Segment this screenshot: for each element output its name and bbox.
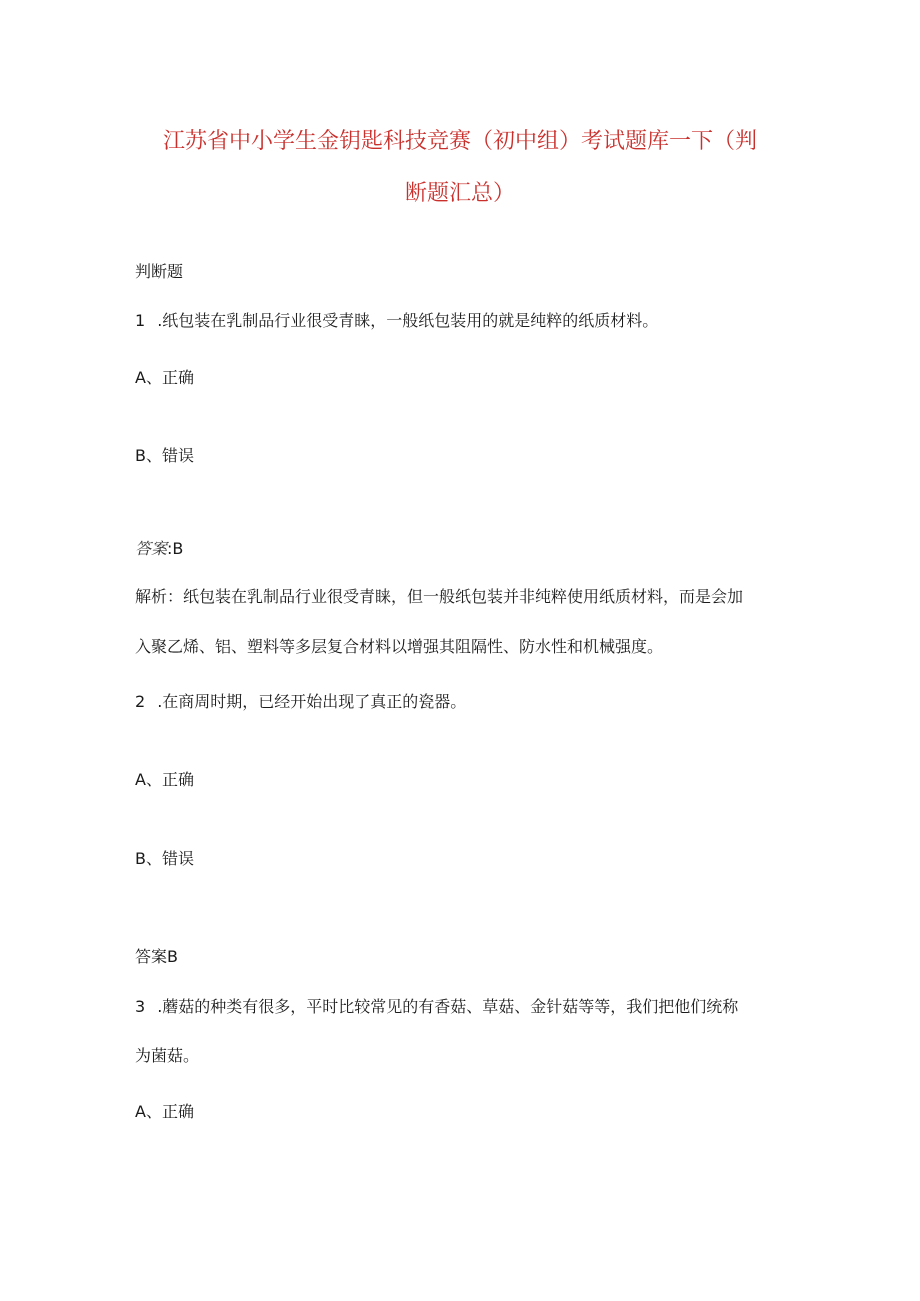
answer-value: :B	[167, 539, 184, 558]
question-2-text: .在商周时期，已经开始出现了真正的瓷器。	[157, 692, 467, 711]
question-1-analysis-line-1: 解析：纸包装在乳制品行业很受青睐，但一般纸包装并非纯粹使用纸质材料，而是会加	[135, 587, 744, 606]
question-1-answer	[135, 536, 183, 559]
question-2	[135, 689, 466, 712]
question-1-option-a: A、正确	[135, 368, 194, 387]
question-1	[135, 308, 658, 331]
title-line-2: 断题汇总）	[404, 181, 515, 206]
question-3	[135, 994, 738, 1017]
question-3-text-line-1: .蘑菇的种类有很多，平时比较常见的有香菇、草菇、金针菇等等，我们把他们统称	[157, 997, 739, 1016]
question-3-number: 3	[135, 997, 146, 1016]
question-2-option-a: A、正确	[135, 770, 194, 789]
title-line-1: 江苏省中小学生金钥匙科技竞赛（初中组）考试题库一下（判	[162, 129, 757, 154]
question-2-number: 2	[135, 692, 146, 711]
question-1-option-b: B、错误	[135, 446, 194, 465]
question-3-text-line-2: 为菌菇。	[135, 1046, 200, 1065]
question-1-number: 1	[135, 311, 146, 330]
question-1-analysis-line-2: 入聚乙烯、铝、塑料等多层复合材料以增强其阻隔性、防水性和机械强度。	[135, 637, 664, 656]
document-title	[120, 116, 800, 220]
question-2-option-b: B、错误	[135, 849, 194, 868]
section-heading: 判断题	[135, 262, 184, 281]
question-1-text: .纸包装在乳制品行业很受青睐，一般纸包装用的就是纯粹的纸质材料。	[157, 311, 659, 330]
answer-label: 答案	[135, 539, 168, 558]
question-3-option-a: A、正确	[135, 1102, 194, 1121]
question-2-answer: 答案B	[135, 947, 178, 966]
